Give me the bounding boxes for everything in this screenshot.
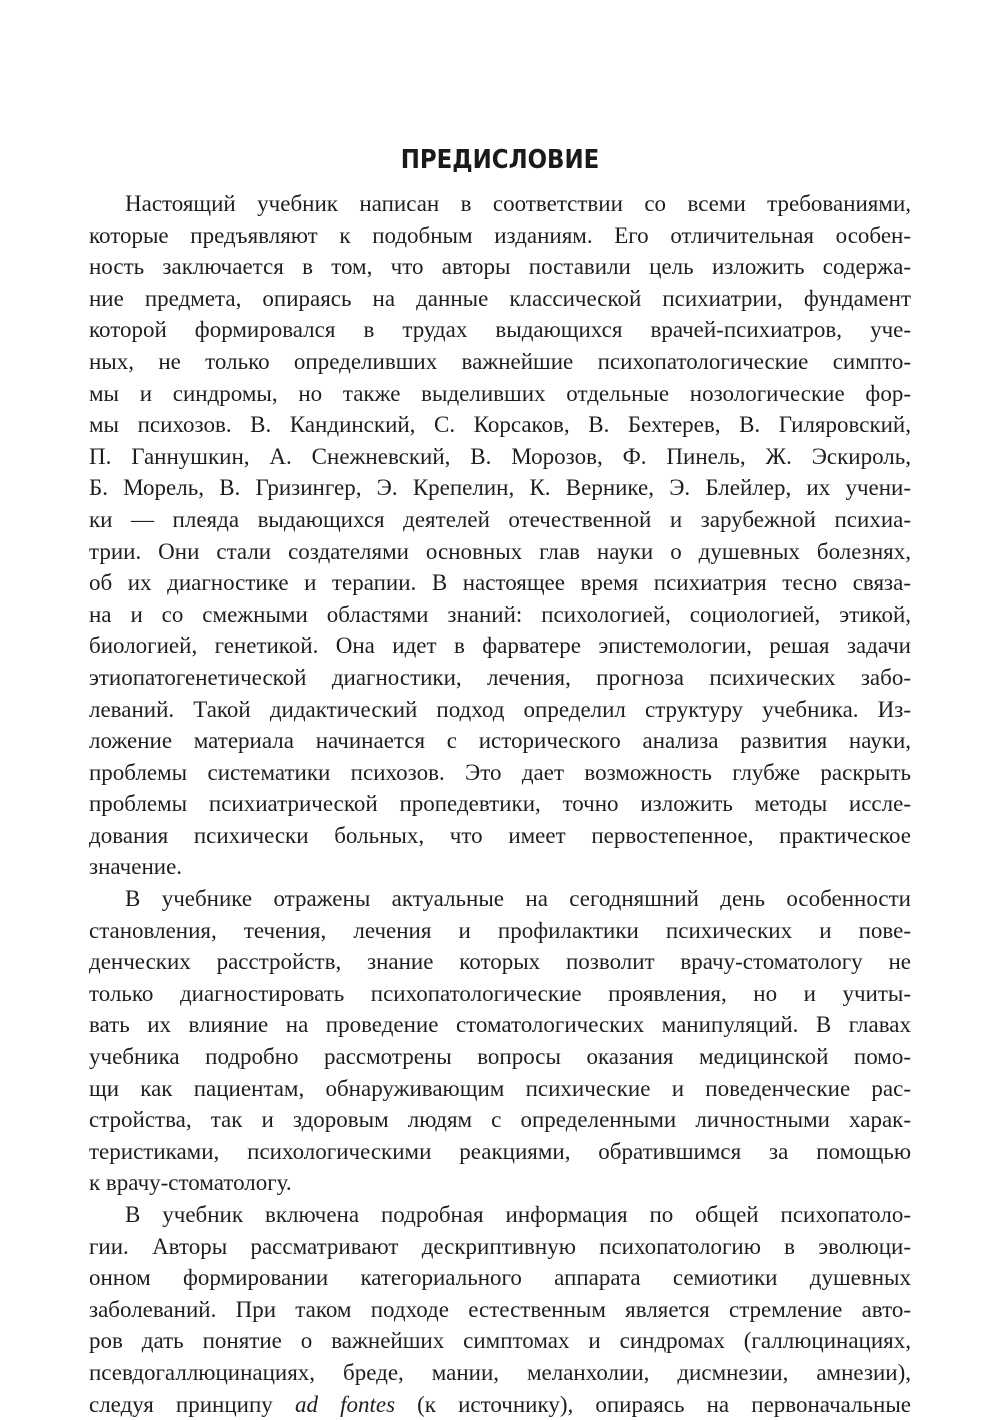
text-line: дования психически больных, что имеет первостепенное, практическое bbox=[89, 822, 911, 848]
text-line: проблемы систематики психозов. Это дает возможность глубже раскрыть bbox=[89, 759, 911, 785]
text-line: гии. Авторы рассматривают дескриптивную психопатологию в эволюци- bbox=[89, 1233, 911, 1259]
text-line: ров дать понятие о важнейших симптомах и синдромах (галлюцинациях, bbox=[89, 1328, 911, 1354]
text-line: проблемы психиатрической пропедевтики, точно изложить методы иссле- bbox=[89, 791, 911, 817]
text-line: ние предмета, опираясь на данные классической психиатрии, фундамент bbox=[89, 285, 911, 311]
text-line: заболеваний. При таком подходе естественным является стремление авто- bbox=[89, 1296, 911, 1322]
text-line: только диагностировать психопатологические проявления, но и учиты- bbox=[89, 980, 911, 1006]
text-line: В учебнике отражены актуальные на сегодняшний день особенности bbox=[125, 886, 911, 912]
text-line: онном формировании категориального аппарата семиотики душевных bbox=[89, 1265, 911, 1291]
text-segment: (к источнику), опираясь на первоначальные bbox=[395, 1391, 911, 1417]
text-line: к врачу-стоматологу. bbox=[89, 1170, 292, 1196]
text-line: становления, течения, лечения и профилактики психических и пове- bbox=[89, 917, 911, 943]
text-line: учебника подробно рассмотрены вопросы оказания медицинской помо- bbox=[89, 1044, 911, 1070]
text-line: значение. bbox=[89, 854, 183, 880]
text-line: Настоящий учебник написан в соответствии со всеми требованиями, bbox=[125, 191, 911, 216]
text-line: об их диагностике и терапии. В настоящее время психиатрия тесно связа- bbox=[89, 570, 911, 596]
text-line: этиопатогенетической диагностики, лечения, прогноза психических забо- bbox=[89, 664, 911, 690]
body-text bbox=[89, 188, 911, 1420]
italic-phrase: ad fontes bbox=[294, 1391, 396, 1417]
text-line: на и со смежными областями знаний: психологией, социологией, этикой, bbox=[89, 601, 911, 627]
text-line: денческих расстройств, знание которых позволит врачу-стоматологу не bbox=[89, 949, 911, 975]
text-line: ных, не только определивших важнейшие психопатологические симпто- bbox=[89, 348, 911, 374]
text-line: вать их влияние на проведение стоматологических манипуляций. В главах bbox=[89, 1012, 911, 1038]
page-title: ПРЕДИСЛОВИЕ bbox=[400, 145, 600, 175]
text-line: мы и синдромы, но также выделивших отдельные нозологические фор- bbox=[89, 380, 911, 406]
text-line: П. Ганнушкин, А. Снежневский, В. Морозов, Ф. Пинель, Ж. Эскироль, bbox=[89, 443, 911, 469]
text-line: теристиками, психологическими реакциями, обратившимся за помощью bbox=[89, 1138, 911, 1164]
text-line: ложение материала начинается с исторического анализа развития науки, bbox=[89, 728, 911, 754]
text-segment: следуя принципу bbox=[89, 1391, 295, 1417]
text-line: псевдогаллюцинациях, бреде, мании, меланхолии, дисмнезии, амнезии), bbox=[89, 1359, 911, 1385]
text-line-mixed bbox=[89, 1389, 911, 1420]
text-line: щи как пациентам, обнаруживающим психические и поведенческие рас- bbox=[89, 1075, 911, 1101]
text-line: леваний. Такой дидактический подход определил структуру учебника. Из- bbox=[89, 696, 911, 722]
text-line: ки — плеяда выдающихся деятелей отечественной и зарубежной психиа- bbox=[89, 506, 911, 532]
text-line: которой формировался в трудах выдающихся врачей-психиатров, уче- bbox=[89, 317, 911, 343]
text-line: В учебник включена подробная информация по общей психопатоло- bbox=[125, 1202, 911, 1227]
text-line: Б. Морель, В. Гризингер, Э. Крепелин, К. Вернике, Э. Блейлер, их учени- bbox=[89, 475, 911, 501]
text-line: мы психозов. В. Кандинский, С. Корсаков, В. Бехтерев, В. Гиляровский, bbox=[89, 412, 911, 438]
text-line: которые предъявляют к подобным изданиям. Его отличительная особен- bbox=[89, 222, 911, 248]
text-line: трии. Они стали создателями основных глав науки о душевных болезнях, bbox=[89, 538, 911, 564]
text-line: биологией, генетикой. Она идет в фарватере эпистемологии, решая задачи bbox=[89, 633, 911, 659]
text-line: стройства, так и здоровым людям с определенными личностными харак- bbox=[89, 1107, 911, 1133]
text-line: ность заключается в том, что авторы поставили цель изложить содержа- bbox=[89, 254, 911, 280]
